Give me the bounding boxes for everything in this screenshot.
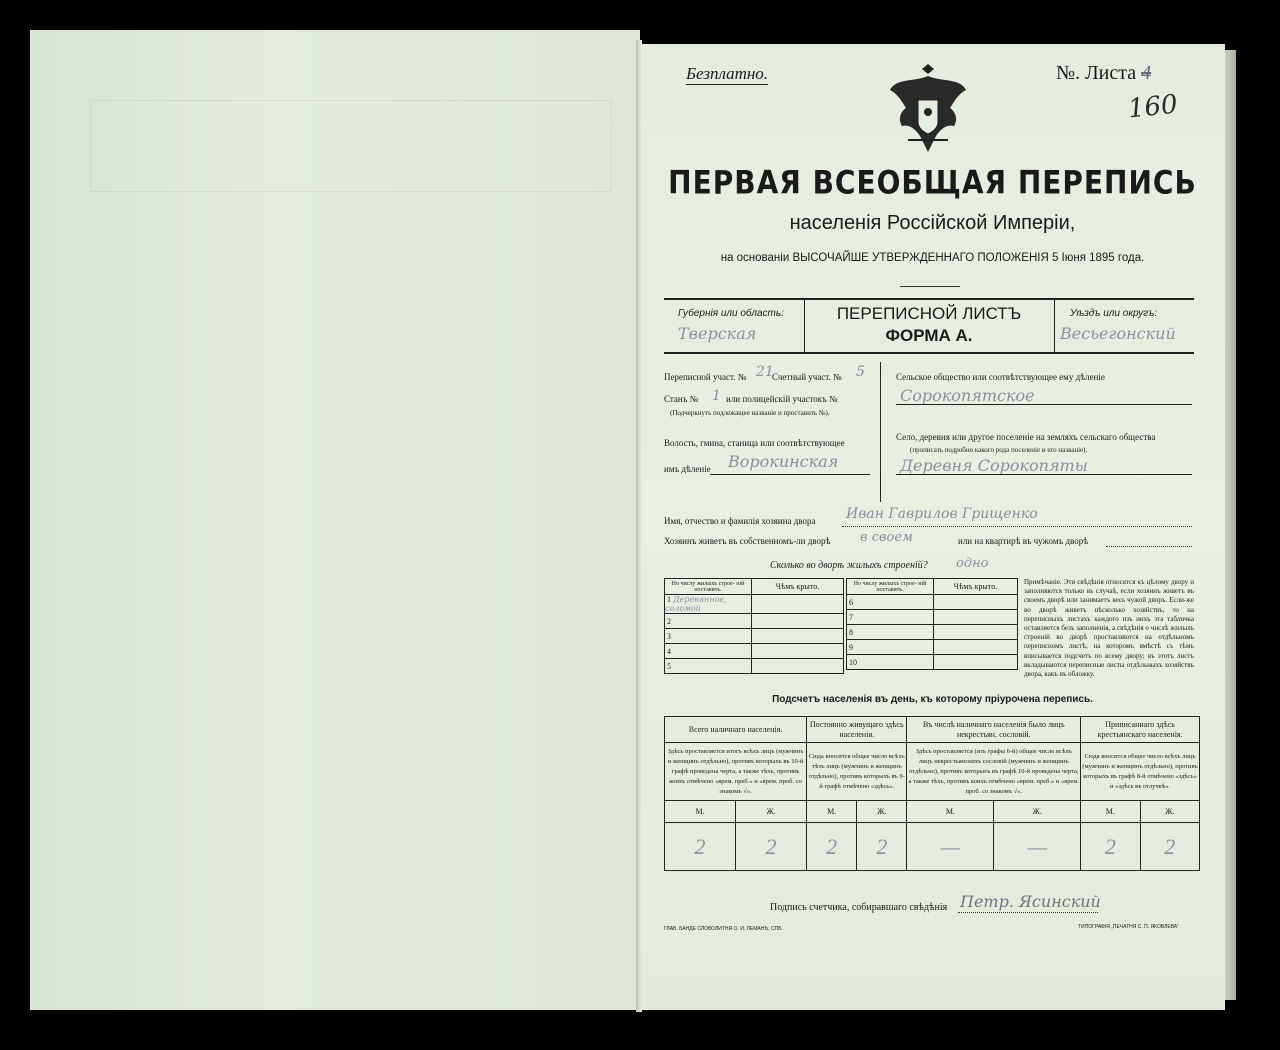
pop-value: —: [994, 823, 1081, 871]
village-label: Село, деревня или другое поселеніе на земляхъ сельскаго общества: [896, 432, 1156, 442]
census-subtitle: населенія Россійской Имперіи,: [789, 212, 1076, 234]
pop-value: —: [907, 823, 994, 871]
building-row: 8: [847, 625, 934, 640]
pop-head-nonpeasant: Въ числѣ наличнаго населенія было лицъ некрестьян. сословій.: [907, 717, 1081, 743]
signature-label: Подпись счетчика, собиравшаго свѣдѣнія: [770, 902, 948, 913]
building-row: 10: [847, 655, 934, 670]
volost-label-2: имъ дѣленіе: [664, 464, 711, 474]
count-district-value: 5: [856, 364, 865, 380]
pop-value: 2: [807, 823, 857, 871]
sheet-number-struck: 4: [1141, 62, 1152, 84]
own-house-label: Хозяинъ живетъ въ собственномъ-ли дворѣ: [664, 536, 831, 546]
male-header: М.: [665, 801, 736, 823]
imperial-eagle-emblem: [888, 60, 968, 160]
sheet-number-label: №. Листа: [1056, 62, 1137, 84]
col-number-header: Но числу жилыхъ строе- ній поставить.: [847, 579, 934, 595]
buildings-table-left: [664, 578, 844, 674]
rent-underline: [1106, 546, 1192, 547]
pop-head-total: Всего наличнаго населенія.: [665, 717, 807, 743]
stan-value: 1: [712, 388, 721, 404]
pop-desc-total: Здѣсь проставляется итогъ всѣхъ лицъ (мужчинъ и женщинъ отдѣльно), противъ которыхъ въ 10-й графѣ проведена черта, а также тѣхъ, противъ коихъ отмѣчено «врем. преб.» и «врем. проб. со знакомъ √».: [665, 743, 807, 801]
pop-desc-permanent: Сюда вносится общее число всѣхъ тѣхъ лицъ (мужчинъ и женщинъ отдѣльно), противъ которыхъ въ 9-й графѣ отмѣчено «здѣсь».: [807, 743, 907, 801]
building-row: 6: [847, 595, 934, 610]
building-row: 2: [665, 614, 752, 629]
guberniya-value: Тверская: [678, 324, 757, 343]
owner-underline: [842, 526, 1192, 527]
col-roof-header: Чѣмъ крыто.: [934, 579, 1018, 595]
female-header: Ж.: [736, 801, 807, 823]
owner-value: Иван Гаврилов Грищенко: [846, 506, 1038, 522]
female-header: Ж.: [857, 801, 907, 823]
village-value: Деревня Сорокопяты: [900, 456, 1088, 475]
stan-label: Станъ №: [664, 394, 699, 404]
left-page: [30, 30, 640, 1010]
pop-head-peasant: Приписаннаго здѣсь крестьянскаго населенія.: [1081, 717, 1200, 743]
form-a-label: ФОРМА А.: [885, 326, 973, 345]
volost-value: Ворокинская: [728, 452, 839, 471]
sheet-number-handwritten: 160: [1126, 89, 1180, 125]
bleed-through-ghost: [90, 100, 612, 192]
building-row: 5: [665, 659, 752, 674]
pop-value: 2: [1081, 823, 1140, 871]
census-title: ПЕРВАЯ ВСЕОБЩАЯ ПЕРЕПИСЬ: [668, 163, 1197, 202]
volost-label: Волость, гмина, станица или соотвѣтствующее: [664, 438, 845, 448]
male-header: М.: [907, 801, 994, 823]
list-title: ПЕРЕПИСНОЙ ЛИСТЪ: [836, 304, 1022, 323]
building-row: 3: [665, 629, 752, 644]
society-value: Сорокопятское: [900, 386, 1035, 405]
ornament-divider: [900, 286, 960, 287]
own-house-value: в своем: [860, 530, 913, 545]
female-header: Ж.: [1140, 801, 1199, 823]
imprint-left: ГЛАВ. БАНДЕ СЛОВОЛИТНЯ О. И. ЛЕМАНЪ, СПБ.: [664, 926, 783, 932]
form-header-box: [664, 298, 1194, 354]
building-row: 1 Деревянное, соломой: [665, 595, 752, 614]
police-note: (Подчеркнуть подлежащее названіе и проставить №).: [670, 409, 830, 417]
col-number-header: Но числу жилыхъ строе- ній поставить.: [665, 579, 752, 595]
male-header: М.: [807, 801, 857, 823]
pop-desc-nonpeasant: Здѣсь проставляется (изъ графы 6-й) общее число всѣхъ лицъ некрестьянскихъ сословій (мужчинъ и женщинъ отдѣльно), противъ которыхъ въ графѣ 10-й проведена черта, а также тѣхъ, противъ коихъ отмѣчено «врем. преб.» и «врем. проб. со знакомъ √».: [907, 743, 1081, 801]
buildings-value: одно: [956, 556, 989, 571]
building-row: 7: [847, 610, 934, 625]
volost-underline: [710, 474, 870, 475]
pop-value: 2: [857, 823, 907, 871]
sheet-number-group: [1056, 62, 1151, 85]
female-header: Ж.: [994, 801, 1081, 823]
society-label: Сельское общество или соотвѣтствующее ему дѣленіе: [896, 372, 1105, 382]
free-label: Безплатно.: [686, 64, 769, 83]
pop-value: 2: [665, 823, 736, 871]
census-district-value: 21: [756, 364, 774, 380]
pop-head-permanent: Постоянно живущаго здѣсь населенія.: [807, 717, 907, 743]
imprint-right: ТИПОГРАФІЯ „ПЕЧАТНЯ С. П. ЯКОВЛЕВА“: [1078, 924, 1179, 930]
signature-value: Петр. Ясинский: [960, 892, 1101, 911]
buildings-note: Примѣчаніе. Эти свѣдѣнія относятся къ цѣлому двору и заполняются только въ случаѣ, если хозяинъ живетъ въ своемъ дворѣ или занимаетъ весь чужой дворъ. Если-же во дворѣ живетъ нѣсколько хозяйствъ, то на переписныхъ листахъ каждого изъ нихъ эта табличка оставляется безъ заполненія, а свѣдѣнія о числѣ жилыхъ строеній во дворѣ проставляются на отдѣльномъ переписномъ листѣ, на которомъ вмѣстѣ съ тѣмъ вписывается подсчетъ по всему двору; въ этотъ листъ вкладываются переписные листы отдѣльныхъ хозяйствъ двора, какъ въ обложку.: [1024, 578, 1194, 679]
uezd-value: Весьегонский: [1060, 324, 1176, 343]
uezd-label: Уѣздъ или округъ:: [1070, 308, 1158, 319]
male-header: М.: [1081, 801, 1140, 823]
village-note: (прописать подробно какого рода поселеніе и его названіе).: [910, 446, 1088, 454]
rent-label: или на квартирѣ въ чужомъ дворѣ: [958, 536, 1089, 546]
census-district-label: Переписной участ. №: [664, 372, 747, 382]
fields-divider: [880, 362, 881, 502]
building-row: 9: [847, 640, 934, 655]
police-label: или полицейскій участокъ №: [726, 394, 838, 404]
population-title: Подсчетъ населенія въ день, къ которому пріурочена перепись.: [772, 694, 1093, 705]
owner-label: Имя, отчество и фамилія хозяина двора: [664, 516, 816, 526]
population-table: [664, 716, 1200, 871]
pop-value: 2: [1140, 823, 1199, 871]
buildings-table-right: [846, 578, 1018, 670]
census-basis: на основаніи ВЫСОЧАЙШЕ УТВЕРЖДЕННАГО ПОЛОЖЕНІЯ 5 Іюня 1895 года.: [720, 252, 1145, 264]
col-roof-header: Чѣмъ крыто.: [752, 579, 844, 595]
guberniya-label: Губернія или область:: [678, 308, 784, 319]
society-underline: [896, 404, 1192, 405]
pop-value: 2: [736, 823, 807, 871]
village-underline: [896, 474, 1192, 475]
count-district-label: Счетный участ. №: [772, 372, 842, 382]
signature-underline: [958, 912, 1098, 913]
building-row: 4: [665, 644, 752, 659]
pop-desc-peasant: Сюда вносится общее число всѣхъ лицъ (мужчинъ и женщинъ отдѣльно), противъ которыхъ въ графѣ 8-й отмѣчено «здѣсь» и «здѣсь въ отлучкѣ».: [1081, 743, 1200, 801]
buildings-question: Сколько во дворѣ жилыхъ строеній?: [770, 560, 928, 571]
